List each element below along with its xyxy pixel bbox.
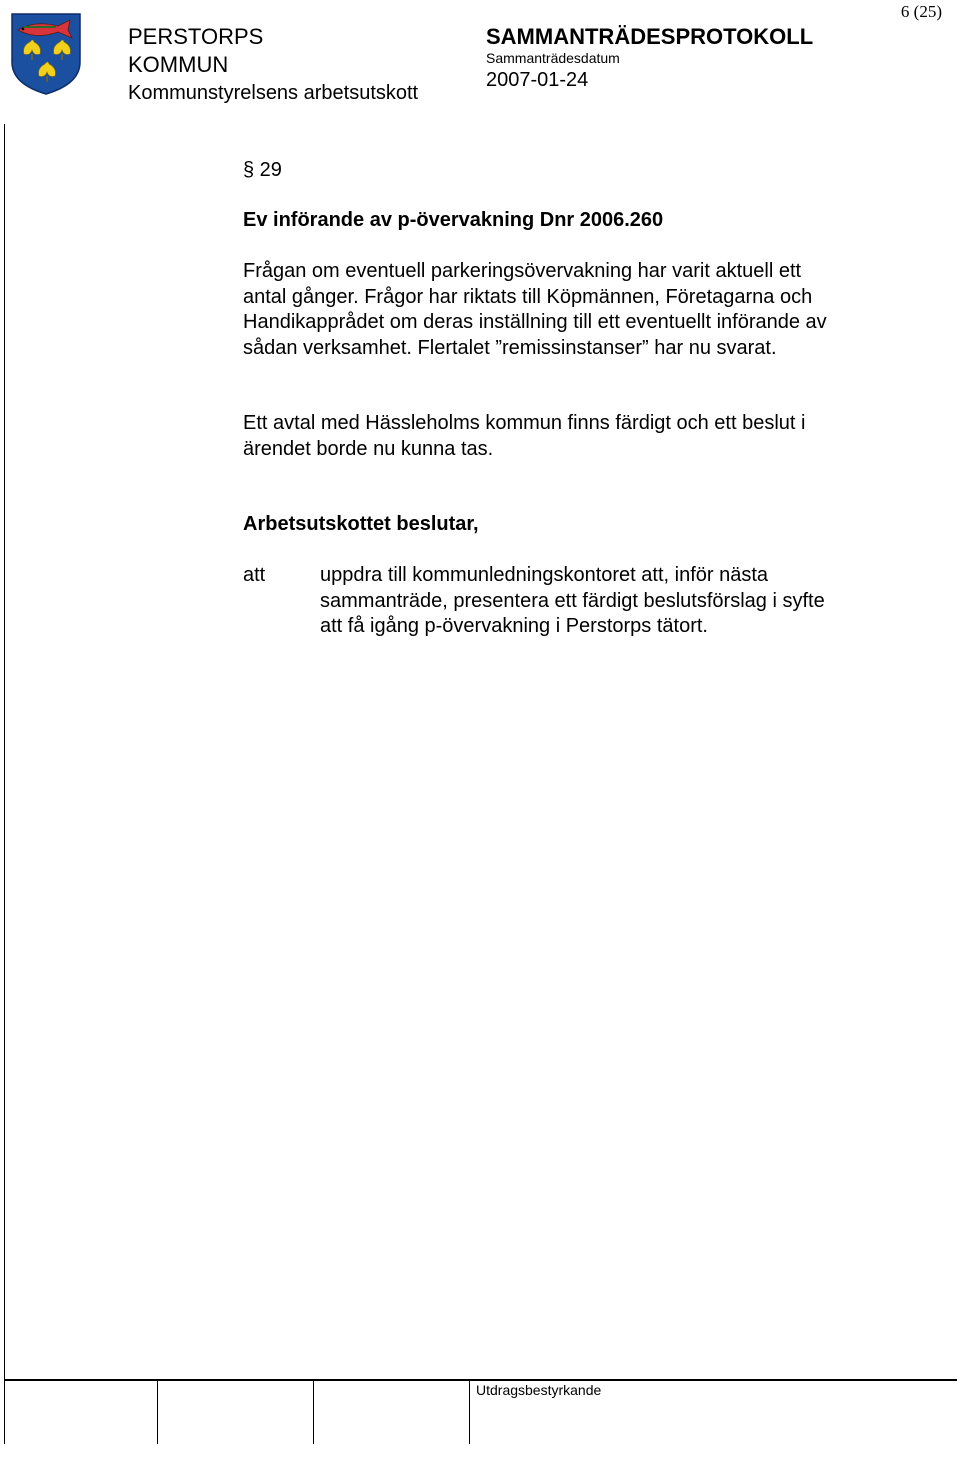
section-number: § 29: [243, 159, 282, 181]
meeting-date: 2007-01-24: [486, 69, 589, 91]
footer-column-divider: [313, 1381, 314, 1444]
decision-text: uppdra till kommunledningskontoret att, inför nästa sammanträde, presentera ett färdigt beslutsförslag i syfte att få igång p-övervakning i Perstorps tätort.: [320, 564, 825, 637]
municipal-coat-of-arms-icon: [10, 12, 82, 96]
body-paragraph: Frågan om eventuell parkeringsövervakning har varit aktuell ett antal gånger. Frågor har riktats till Köpmännen, Företagarna och Handikapprådet om deras inställning till ett eventuellt införande av sådan verksamhet. Flertalet ”remissinstanser” har nu svarat.: [243, 260, 827, 359]
decision-att-label: att: [243, 564, 266, 586]
decision-heading: Arbetsutskottet beslutar,: [243, 513, 479, 535]
org-line-1: PERSTORPS: [128, 24, 264, 49]
org-line-2: KOMMUN: [128, 52, 229, 77]
footer-rule: [4, 1379, 957, 1381]
footer-column-divider: [469, 1381, 470, 1444]
document-title: SAMMANTRÄDESPROTOKOLL: [486, 24, 814, 49]
page-number: 6 (25): [900, 2, 942, 21]
footer-certification-label: Utdragsbestyrkande: [476, 1382, 602, 1398]
footer-column-divider: [4, 1381, 5, 1444]
item-heading: Ev införande av p-övervakning Dnr 2006.260: [243, 209, 664, 231]
org-committee: Kommunstyrelsens arbetsutskott: [128, 82, 419, 104]
body-paragraph: Ett avtal med Hässleholms kommun finns färdigt och ett beslut i ärendet borde nu kunna tas.: [243, 412, 806, 460]
protocol-header: [486, 24, 813, 93]
left-margin-rule: [4, 124, 5, 1444]
organization-name: [128, 23, 418, 107]
meeting-date-label: Sammanträdesdatum: [486, 50, 620, 66]
footer-column-divider: [157, 1381, 158, 1444]
